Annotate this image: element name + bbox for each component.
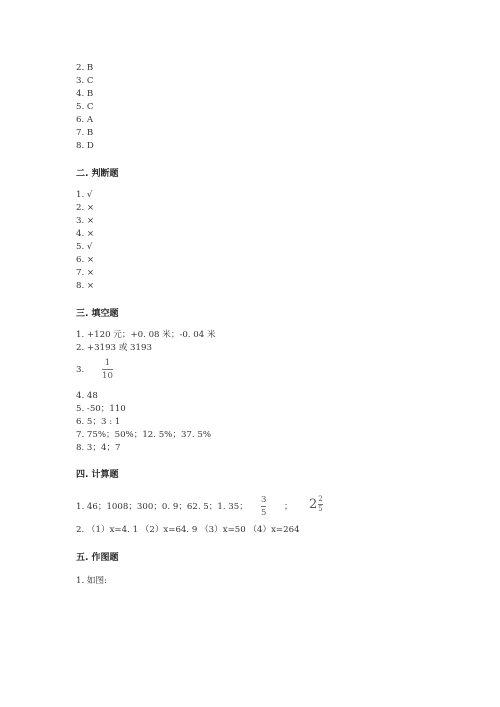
section-heading-draw: 五. 作图题 (76, 553, 119, 563)
fraction-numerator: 1 (104, 358, 111, 368)
mixed-fraction (318, 496, 322, 513)
fraction-numerator: 2 (318, 495, 323, 503)
fraction-bar (102, 369, 113, 370)
calc-answer-1-mixed-number (309, 496, 323, 513)
fill-answer-8: 8. 3；4；7 (76, 443, 121, 453)
judge-answer: 3. × (76, 216, 95, 226)
fill-answer-7: 7. 75%；50%；12. 5%；37. 5% (76, 430, 211, 440)
fraction-numerator: 3 (261, 495, 267, 505)
fill-answer-3-fraction (102, 358, 113, 381)
section-heading-calc: 四. 计算题 (76, 470, 119, 480)
calc-separator: ； (284, 502, 293, 512)
fill-answer-3-label: 3. (76, 365, 85, 375)
fill-answer-2: 2. +3193 或 3193 (76, 343, 152, 353)
choice-answer: 7. B (76, 128, 94, 138)
fraction-denominator: 5 (261, 508, 267, 518)
fill-answer-5: 5. -50；110 (76, 404, 126, 414)
choice-answer: 3. C (76, 76, 94, 86)
choice-answer: 4. B (76, 89, 94, 99)
fill-answer-6: 6. 5；3 : 1 (76, 417, 121, 427)
section-heading-judge: 二. 判断题 (76, 169, 119, 179)
judge-answer: 6. × (76, 255, 95, 265)
fill-answer-1: 1. +120 元；+0. 08 米；-0. 04 米 (76, 330, 216, 340)
fraction-denominator: 5 (318, 505, 323, 513)
mixed-whole: 2 (309, 497, 318, 512)
fraction-denominator: 10 (102, 371, 113, 381)
calc-answer-2: 2. （1）x=4. 1 （2）x=64. 9 （3）x=50 （4）x=264 (76, 525, 300, 535)
judge-answer: 8. × (76, 281, 95, 291)
choice-answer: 2. B (76, 63, 94, 73)
draw-answer-1: 1. 如图: (76, 576, 108, 586)
judge-answer: 5. √ (76, 242, 93, 252)
calc-answer-1-fraction (261, 495, 266, 518)
fraction-bar (261, 506, 266, 507)
choice-answer: 8. D (76, 141, 94, 151)
judge-answer: 1. √ (76, 190, 93, 200)
section-heading-fill: 三. 填空题 (76, 309, 119, 319)
judge-answer: 4. × (76, 229, 95, 239)
choice-answer: 5. C (76, 102, 94, 112)
fill-answer-4: 4. 48 (76, 391, 98, 401)
calc-answer-1-text: 1. 46；1008；300；0. 9；62. 5；1. 35； (76, 502, 248, 512)
judge-answer: 7. × (76, 268, 95, 278)
choice-answer: 6. A (76, 115, 94, 125)
judge-answer: 2. × (76, 203, 95, 213)
